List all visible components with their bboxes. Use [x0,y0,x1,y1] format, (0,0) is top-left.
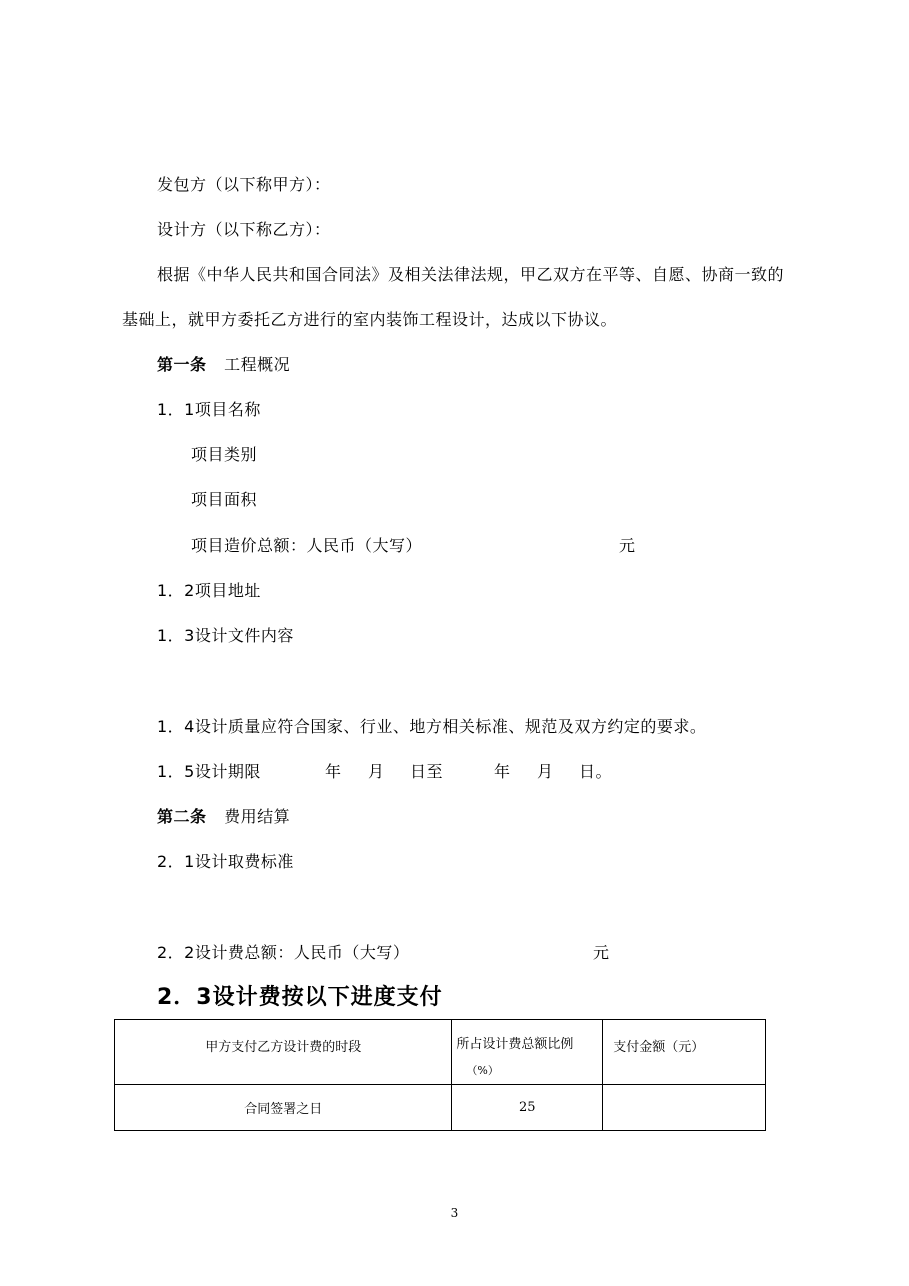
row-period-cell: 合同签署之日 [115,1085,452,1131]
article2-number: 第二条 [157,807,207,826]
item-1-5-day-to: 日至 [410,762,444,781]
item-2-1: 2．1设计取费标准 [157,852,294,871]
item-1-3: 1．3设计文件内容 [157,626,294,645]
party-a-line: 发包方（以下称甲方）： [157,175,331,194]
project-cost-unit: 元 [619,536,636,555]
intro-paragraph-line2: 基础上，就甲方委托乙方进行的室内装饰工程设计，达成以下协议。 [122,310,618,329]
project-area: 项目面积 [191,490,258,509]
item-1-5-day-end: 日。 [579,762,613,781]
item-1-2: 1．2项目地址 [157,581,261,600]
item-1-5-label: 1．5设计期限 [157,762,261,781]
item-1-1: 1．1项目名称 [157,400,261,419]
row-ratio-cell: 25 [452,1085,603,1131]
party-b-line: 设计方（以下称乙方）： [157,220,331,239]
header-ratio-text [452,1020,602,1084]
header-period-text: 甲方支付乙方设计费的时段 [205,1040,362,1055]
project-type: 项目类别 [191,445,258,464]
header-amount-text: 支付金额（元） [613,1040,705,1055]
item-1-4: 1．4设计质量应符合国家、行业、地方相关标准、规范及双方约定的要求。 [157,717,707,736]
project-cost-label: 项目造价总额：人民币（大写） [191,536,423,555]
intro-paragraph-line1: 根据《中华人民共和国合同法》及相关法律法规，甲乙双方在平等、自愿、协商一致的 [157,265,785,284]
article2-heading [157,807,290,827]
payment-schedule-table [114,1019,766,1131]
header-ratio-cell [452,1020,603,1085]
item-2-2-label: 2．2设计费总额：人民币（大写） [157,943,410,962]
item-1-5-year2: 年 [494,762,511,781]
article2-title: 费用结算 [224,807,291,826]
header-period-cell [115,1020,452,1085]
header-ratio-line2: （%） [466,1064,499,1077]
article1-heading [157,355,290,375]
table-header-row [115,1020,766,1085]
header-amount-cell [603,1020,766,1085]
article1-title: 工程概况 [224,355,291,374]
header-ratio-line1: 所占设计费总额比例 [456,1037,574,1052]
item-1-5-month1: 月 [368,762,385,781]
row-amount-cell [603,1085,766,1131]
item-2-2-unit: 元 [593,943,610,962]
table-row [115,1085,766,1131]
item-1-5-month2: 月 [537,762,554,781]
item-1-5-year1: 年 [325,762,342,781]
article1-number: 第一条 [157,355,207,374]
page-number: 3 [450,1206,459,1220]
item-2-3-heading: 2．3设计费按以下进度支付 [157,985,443,1010]
